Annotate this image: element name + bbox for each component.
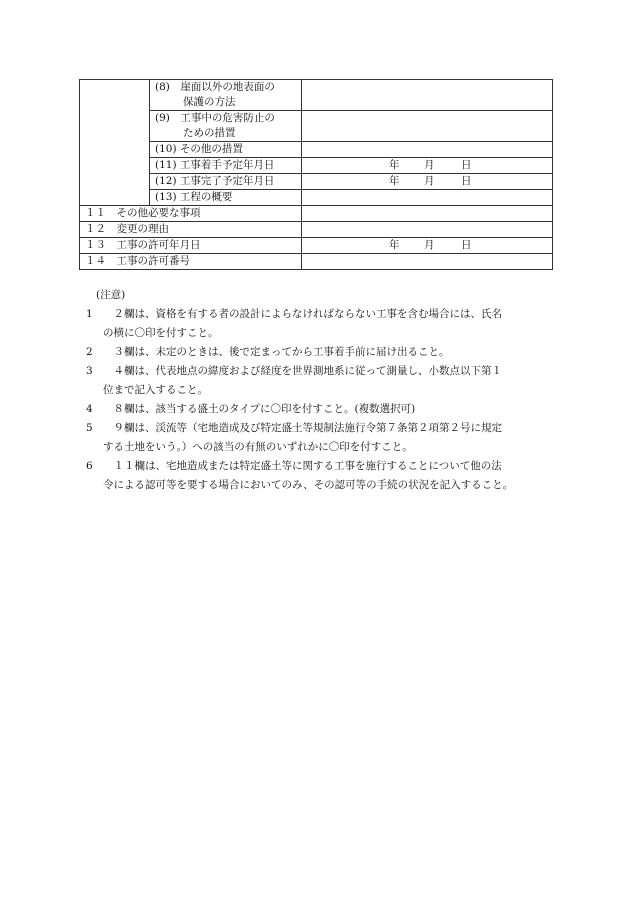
note-item: 6 １１欄は、宅地造成または特定盛土等に関する工事を施行することについて他の法 令による認可等を要する場合においてのみ、その認可等の手続の状況を記入すること。: [86, 460, 514, 491]
item-11-label: １１ その他必要な事項: [80, 206, 302, 222]
item-11-value[interactable]: [302, 206, 553, 222]
row-11-value[interactable]: [302, 158, 553, 174]
row-10-label: (10) その他の措置: [150, 142, 302, 158]
note-item: 2 ３欄は、未定のときは、後で定まってから工事着手前に届け出ること。: [86, 346, 450, 358]
note-item: 4 ８欄は、該当する盛土のタイプに〇印を付すこと。(複数選択可): [86, 403, 416, 415]
note-item: 5 ９欄は、渓流等（宅地造成及び特定盛土等規制法施行令第７条第２項第２号に規定 する土地をいう。）への該当の有無のいずれかに〇印を付すこと。: [86, 422, 502, 453]
notes-title: (注意): [96, 289, 126, 301]
date-day: 日: [461, 239, 472, 251]
table-row: [80, 222, 553, 238]
table-row: [80, 80, 553, 111]
item-14-value[interactable]: [302, 254, 553, 270]
item-13-value[interactable]: [302, 238, 553, 254]
row-8-label: (8) 崖面以外の地表面の 保護の方法: [150, 80, 302, 111]
table-row: [80, 158, 553, 174]
date-day: 日: [461, 159, 472, 171]
item-13-label: １３ 工事の許可年月日: [80, 238, 302, 254]
row-8-value[interactable]: [302, 80, 553, 111]
row-10-value[interactable]: [302, 142, 553, 158]
table-row: [80, 174, 553, 190]
row-12-label: (12) 工事完了予定年月日: [150, 174, 302, 190]
row-9-value[interactable]: [302, 111, 553, 142]
date-month: 月: [424, 159, 435, 171]
date-day: 日: [461, 175, 472, 187]
table-row: [80, 142, 553, 158]
date-year: 年: [389, 159, 400, 171]
table-row: [80, 190, 553, 206]
row-13-value[interactable]: [302, 190, 553, 206]
item-14-label: １４ 工事の許可番号: [80, 254, 302, 270]
item-12-value[interactable]: [302, 222, 553, 238]
date-year: 年: [389, 239, 400, 251]
date-year: 年: [389, 175, 400, 187]
row-13-label: (13) 工程の概要: [150, 190, 302, 206]
table-row: [80, 111, 553, 142]
table-row: [80, 254, 553, 270]
row-11-label: (11) 工事着手予定年月日: [150, 158, 302, 174]
merged-blank-cell: [80, 80, 150, 206]
note-item: 3 ４欄は、代表地点の緯度および経度を世界測地系に従って測量し、小数点以下第１ 位まで記入すること。: [86, 365, 502, 396]
item-12-label: １２ 変更の理由: [80, 222, 302, 238]
form-table: [79, 79, 553, 270]
date-month: 月: [424, 175, 435, 187]
note-item: 1 ２欄は、資格を有する者の設計によらなければならない工事を含む場合には、氏名 の横に〇印を付すこと。: [86, 308, 502, 339]
table-row: [80, 206, 553, 222]
notes-section: [86, 286, 566, 495]
date-month: 月: [424, 239, 435, 251]
row-12-value[interactable]: [302, 174, 553, 190]
row-9-label: (9) 工事中の危害防止の ための措置: [150, 111, 302, 142]
table-row: [80, 238, 553, 254]
